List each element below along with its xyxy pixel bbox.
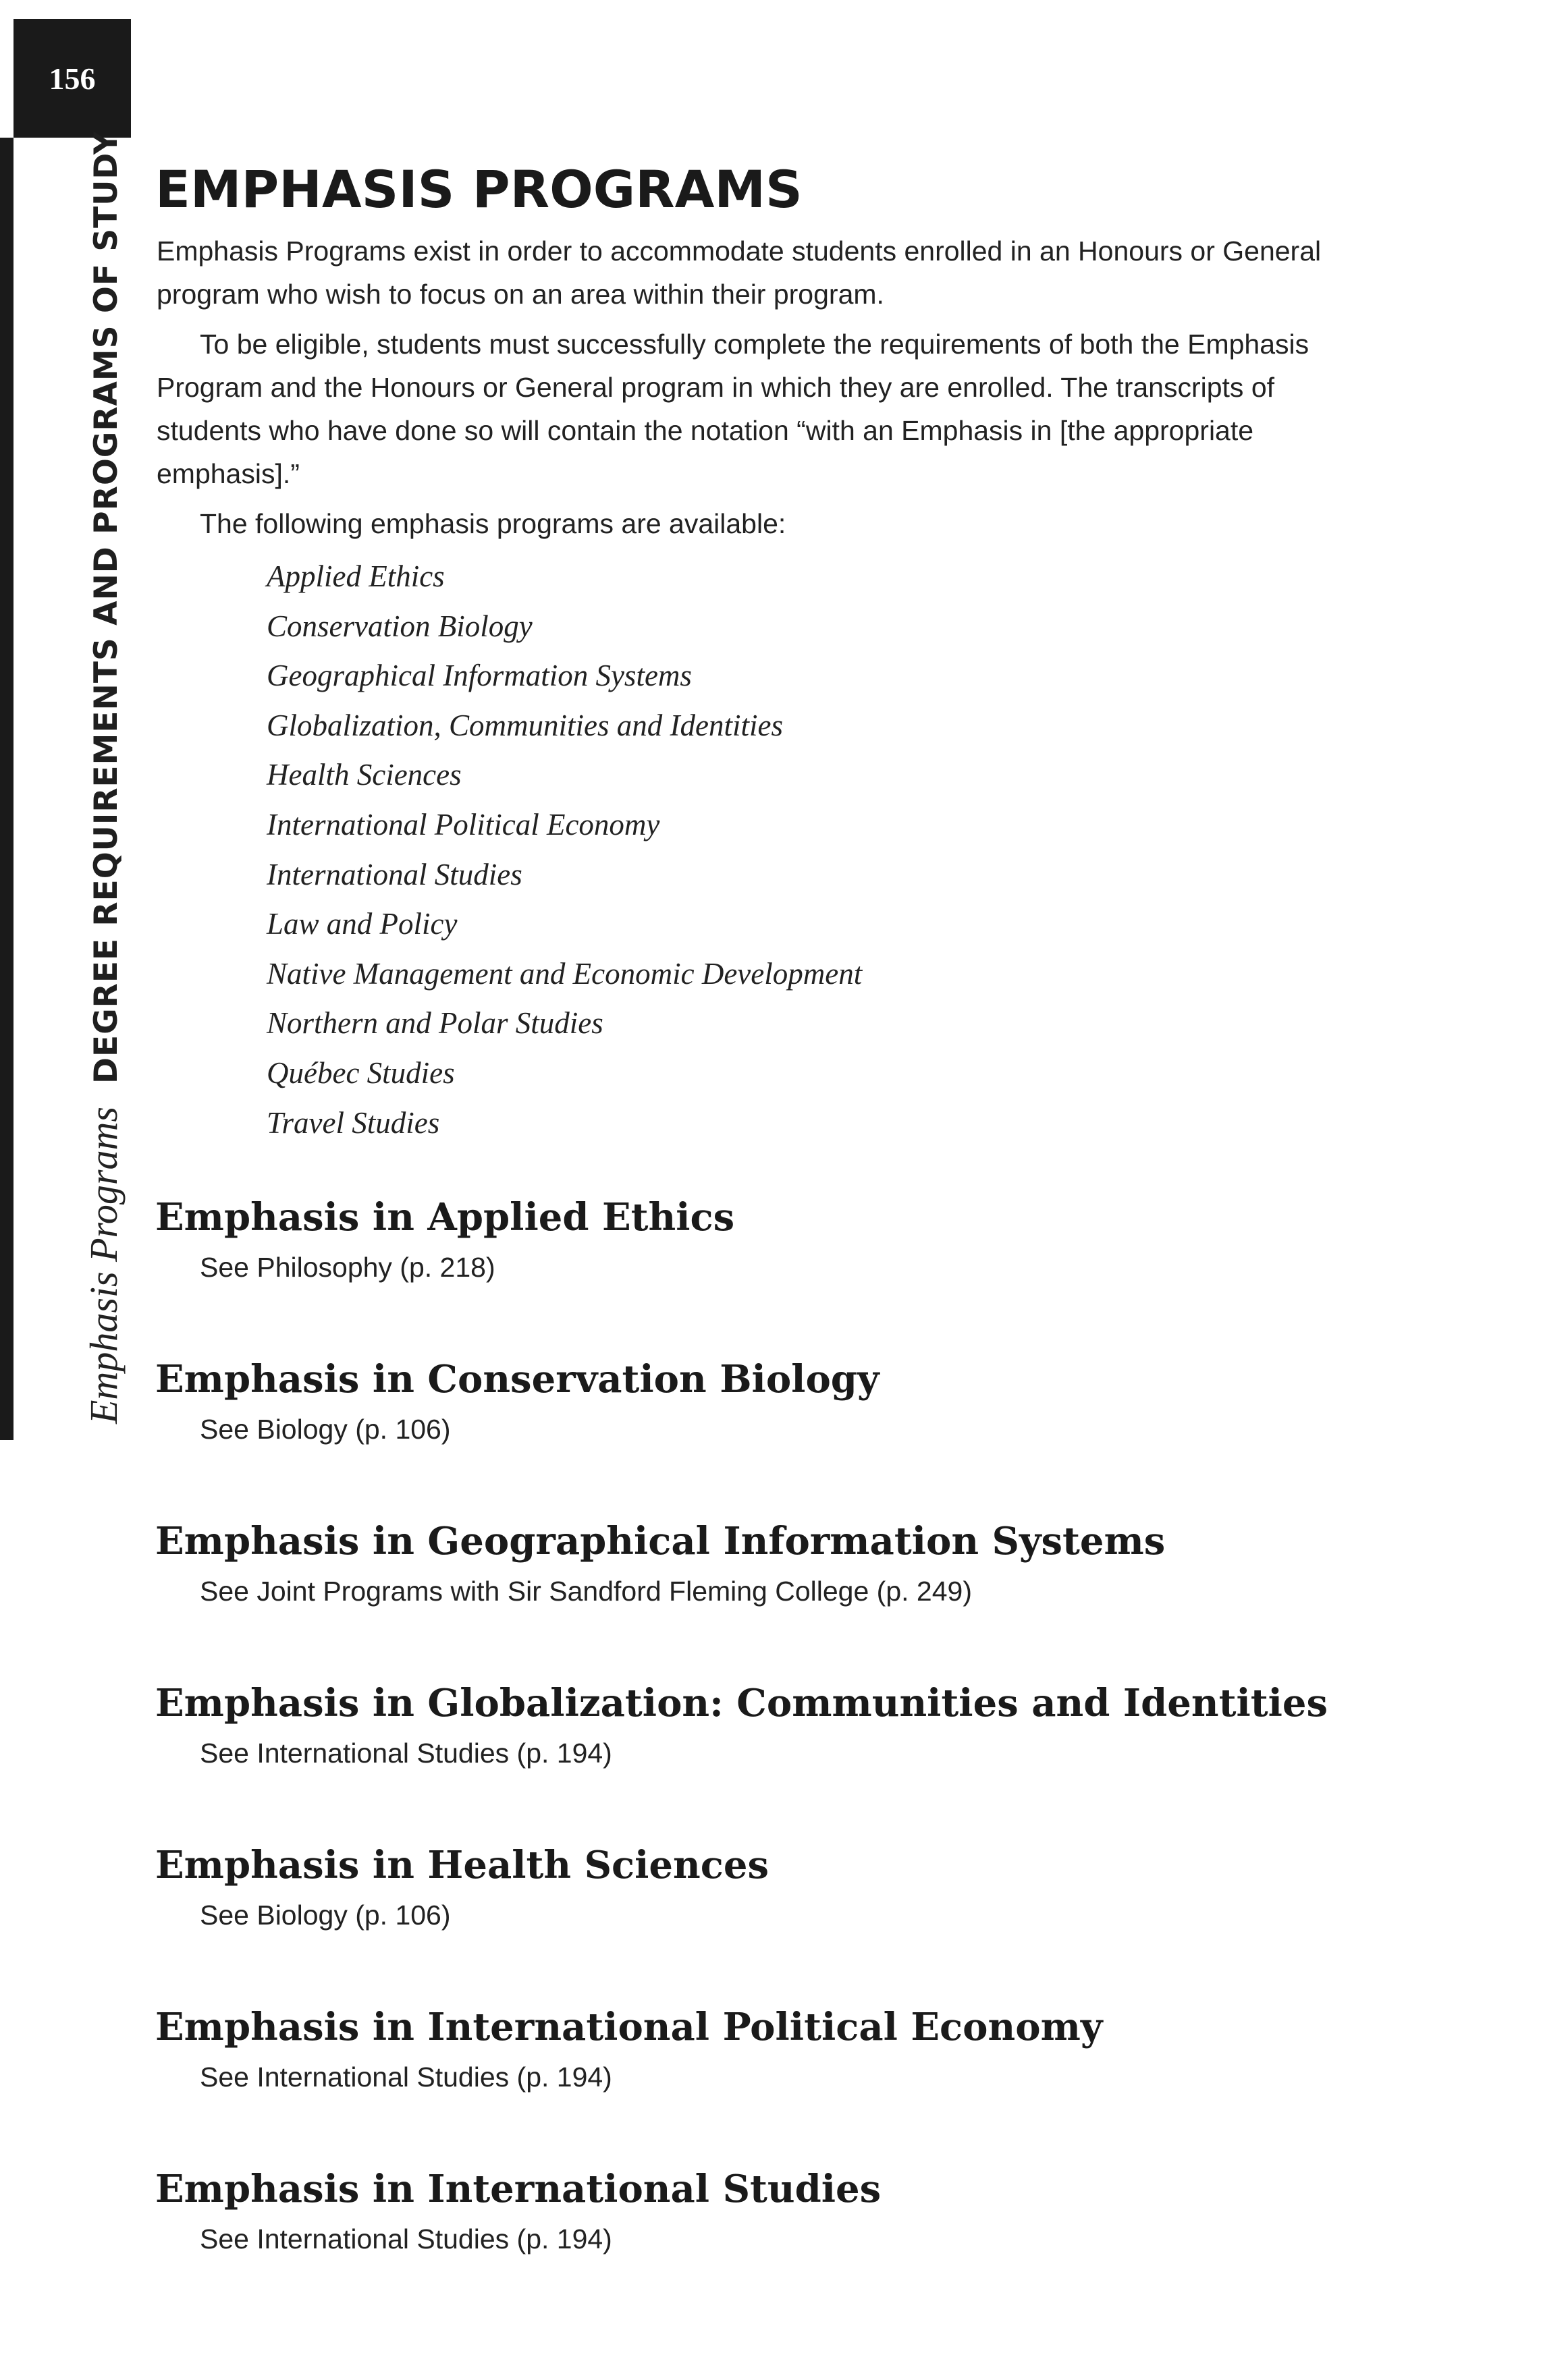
intro-paragraph-2: To be eligible, students must successfully complete the requirements of both the Emphasis Program and the Honours or General program in which they are enrolled. The transcripts of students who have done so will contain the notation “with an Emphasis in [the appropriate emphasis].” [157,329,1309,489]
section-reference: See International Studies (p. 194) [200,2223,612,2254]
section-reference: See International Studies (p. 194) [200,1738,612,1769]
program-item: Conservation Biology [267,609,533,643]
intro-text [157,229,1372,552]
emphasis-section [155,1839,1471,2001]
program-item: Law and Policy [267,907,458,941]
section-heading: Emphasis in Geographical Information Systems [155,1519,1166,1563]
program-item: International Studies [267,857,522,891]
intro-paragraph-3: The following emphasis programs are available: [200,508,786,539]
emphasis-section [155,1677,1471,1839]
emphasis-section [155,2001,1471,2163]
program-item: Applied Ethics [267,559,445,593]
program-item: Globalization, Communities and Identities [267,708,783,742]
program-item: International Political Economy [267,807,660,841]
emphasis-section [155,1191,1471,1353]
side-running-header [81,131,126,1424]
program-item: Native Management and Economic Development [267,956,863,991]
section-reference: See Joint Programs with Sir Sandford Fleming College (p. 249) [200,1576,972,1607]
section-reference: See Biology (p. 106) [200,1900,451,1931]
emphasis-section [155,1515,1471,1677]
section-heading: Emphasis in International Political Economy [155,2005,1103,2049]
program-list [267,552,862,1148]
section-heading: Emphasis in International Studies [155,2167,882,2211]
section-reference: See International Studies (p. 194) [200,2061,612,2093]
emphasis-section [155,1353,1471,1515]
side-header-section: Emphasis Programs [82,1107,126,1424]
emphasis-section [155,2163,1471,2325]
side-header-chapter: DEGREE REQUIREMENTS AND PROGRAMS OF STUDY [88,130,125,1084]
section-reference: See Biology (p. 106) [200,1414,451,1445]
edge-bar [0,138,13,1440]
program-item: Geographical Information Systems [267,659,692,693]
page-title: EMPHASIS PROGRAMS [155,159,803,219]
intro-paragraph-1: Emphasis Programs exist in order to accommodate students enrolled in an Honours or General program who wish to focus on an area within their program. [157,236,1322,310]
section-heading: Emphasis in Health Sciences [155,1843,769,1887]
page-number: 156 [49,61,96,96]
section-reference: See Philosophy (p. 218) [200,1252,495,1283]
section-heading: Emphasis in Applied Ethics [155,1195,735,1240]
program-item: Travel Studies [267,1105,440,1140]
program-item: Health Sciences [267,758,462,792]
section-heading: Emphasis in Conservation Biology [155,1357,880,1402]
program-item: Québec Studies [267,1055,455,1090]
emphasis-sections [155,1191,1471,2325]
section-heading: Emphasis in Globalization: Communities and Identities [155,1681,1328,1725]
program-item: Northern and Polar Studies [267,1006,603,1041]
page-number-tab [13,19,131,138]
